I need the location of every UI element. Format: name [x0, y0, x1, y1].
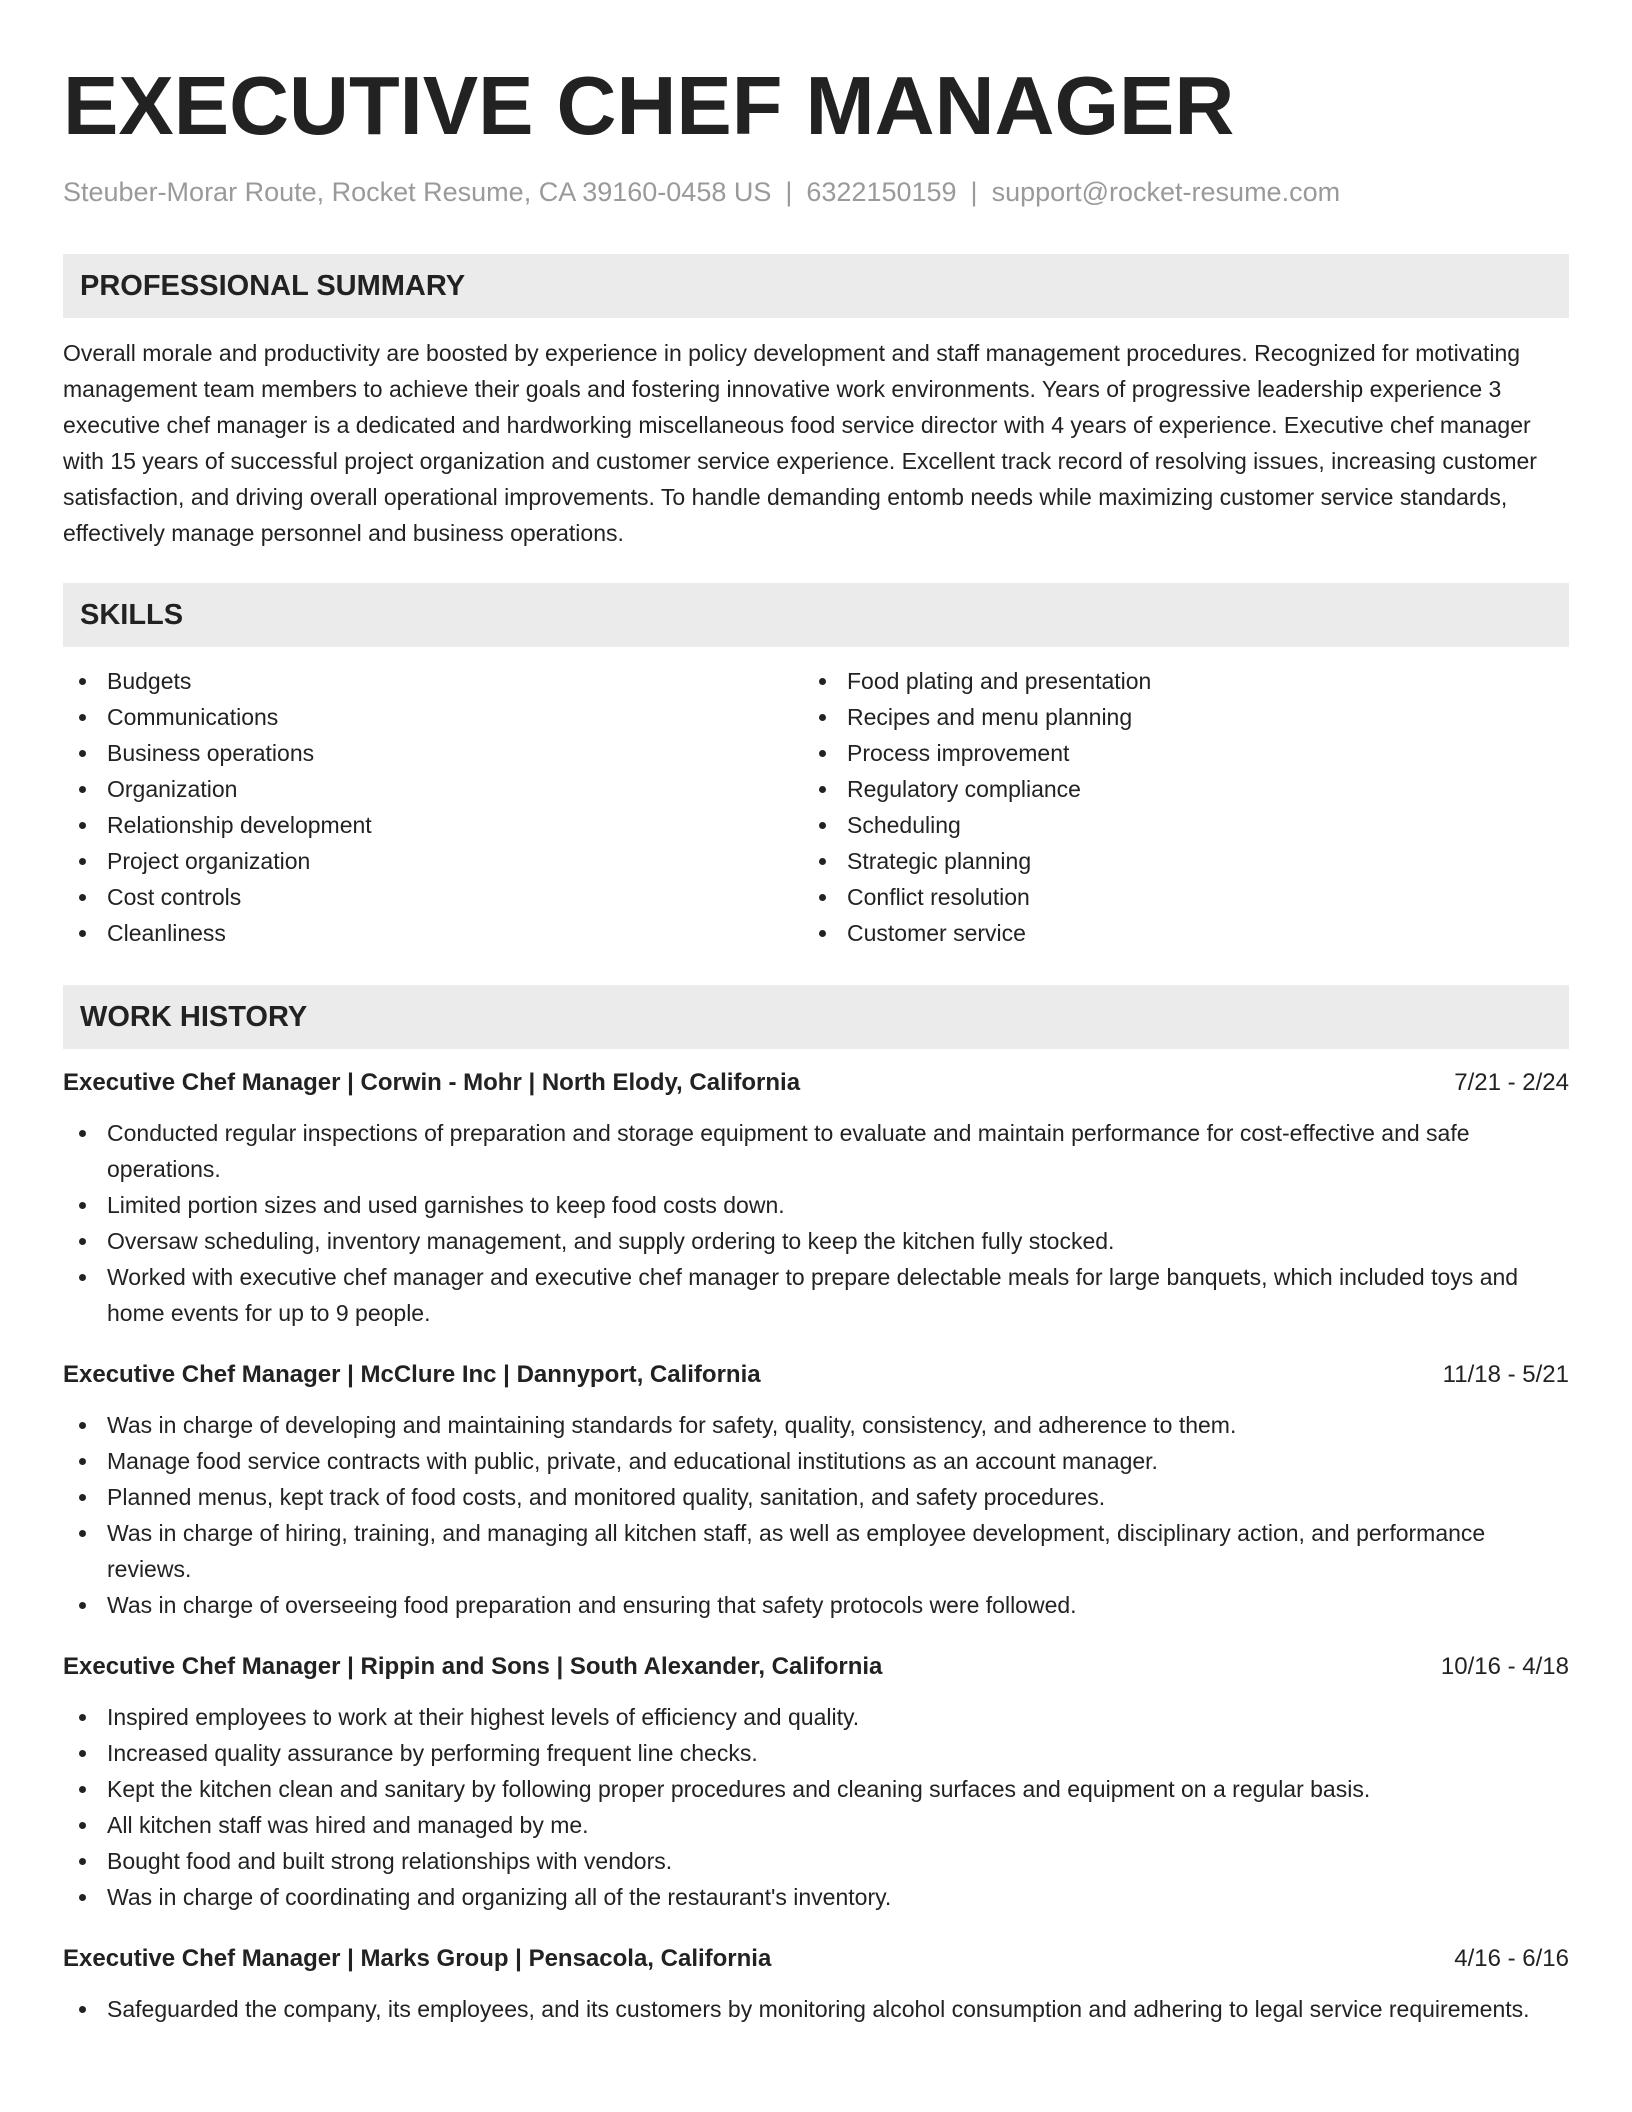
job-header [63, 1357, 1569, 1393]
job-bullets [63, 1991, 1569, 2027]
skill-item: Regulatory compliance [803, 771, 1543, 807]
resume-name: EXECUTIVE CHEF MANAGER [63, 59, 1235, 152]
job-bullet: Limited portion sizes and used garnishes to keep food costs down. [63, 1187, 1569, 1223]
job-bullet: All kitchen staff was hired and managed by me. [63, 1807, 1569, 1843]
contact-address: Steuber-Morar Route, Rocket Resume, CA 39160-0458 US [63, 177, 772, 207]
skill-item: Recipes and menu planning [803, 699, 1543, 735]
section-header-work-history: WORK HISTORY [63, 985, 1569, 1049]
job-bullet: Bought food and built strong relationships with vendors. [63, 1843, 1569, 1879]
job-header [63, 1065, 1569, 1101]
job-bullet: Oversaw scheduling, inventory management, and supply ordering to keep the kitchen fully stocked. [63, 1223, 1569, 1259]
skill-item: Communications [63, 699, 803, 735]
skill-item: Cost controls [63, 879, 803, 915]
skill-item: Scheduling [803, 807, 1543, 843]
contact-phone: 6322150159 [806, 177, 957, 207]
job-bullet: Was in charge of developing and maintaining standards for safety, quality, consistency, and adherence to them. [63, 1407, 1569, 1443]
job-bullets [63, 1699, 1569, 1915]
summary-text: Overall morale and productivity are boosted by experience in policy development and staff management procedures. Recognized for motivating management team members to achieve their goals and fostering innovative work environments. Years of progressive leadership experience 3 executive chef manager is a dedicated and hardworking miscellaneous food service director with 4 years of experience. Executive chef manager with 15 years of successful project organization and customer service experience. Excellent track record of resolving issues, increasing customer satisfaction, and driving overall operational improvements. To handle demanding entomb needs while maximizing customer service standards, effectively manage personnel and business operations. [63, 340, 1537, 546]
job-dates: 7/21 - 2/24 [1454, 1069, 1569, 1096]
contact-line [63, 174, 1569, 210]
job-entry [63, 1649, 1569, 1915]
job-bullet: Was in charge of hiring, training, and managing all kitchen staff, as well as employee development, disciplinary action, and performance reviews. [63, 1515, 1569, 1587]
job-bullet: Was in charge of overseeing food preparation and ensuring that safety protocols were followed. [63, 1587, 1569, 1623]
skills-column-right [803, 663, 1543, 951]
job-bullets [63, 1407, 1569, 1623]
job-title: Executive Chef Manager | Marks Group | Pensacola, California [63, 1945, 772, 1972]
job-dates: 4/16 - 6/16 [1454, 1945, 1569, 1972]
job-bullet: Was in charge of coordinating and organizing all of the restaurant's inventory. [63, 1879, 1569, 1915]
skill-item: Conflict resolution [803, 879, 1543, 915]
job-entry [63, 1357, 1569, 1623]
job-bullet: Safeguarded the company, its employees, and its customers by monitoring alcohol consumption and adhering to legal service requirements. [63, 1991, 1569, 2027]
contact-separator: | [970, 177, 978, 207]
skills-column-left [63, 663, 803, 951]
job-entry [63, 1941, 1569, 2027]
job-title: Executive Chef Manager | Rippin and Sons | South Alexander, California [63, 1653, 883, 1680]
job-bullets [63, 1115, 1569, 1331]
job-header [63, 1649, 1569, 1685]
skills-list [63, 663, 1569, 951]
skill-item: Food plating and presentation [803, 663, 1543, 699]
skill-item: Strategic planning [803, 843, 1543, 879]
job-dates: 11/18 - 5/21 [1442, 1361, 1569, 1388]
section-header-skills: SKILLS [63, 583, 1569, 647]
contact-separator: | [785, 177, 793, 207]
job-dates: 10/16 - 4/18 [1440, 1653, 1569, 1680]
skill-item: Budgets [63, 663, 803, 699]
skill-item: Organization [63, 771, 803, 807]
job-header [63, 1941, 1569, 1977]
job-title: Executive Chef Manager | McClure Inc | Dannyport, California [63, 1361, 761, 1388]
skill-item: Project organization [63, 843, 803, 879]
job-title: Executive Chef Manager | Corwin - Mohr | North Elody, California [63, 1069, 801, 1096]
job-bullet: Increased quality assurance by performing frequent line checks. [63, 1735, 1569, 1771]
skill-item: Customer service [803, 915, 1543, 951]
skill-item: Process improvement [803, 735, 1543, 771]
job-bullet: Planned menus, kept track of food costs, and monitored quality, sanitation, and safety procedures. [63, 1479, 1569, 1515]
contact-email: support@rocket-resume.com [991, 177, 1341, 207]
skill-item: Relationship development [63, 807, 803, 843]
job-bullet: Kept the kitchen clean and sanitary by following proper procedures and cleaning surfaces and equipment on a regular basis. [63, 1771, 1569, 1807]
job-entry [63, 1065, 1569, 1331]
skill-item: Cleanliness [63, 915, 803, 951]
job-bullet: Inspired employees to work at their highest levels of efficiency and quality. [63, 1699, 1569, 1735]
job-bullet: Worked with executive chef manager and executive chef manager to prepare delectable meals for large banquets, which included toys and home events for up to 9 people. [63, 1259, 1569, 1331]
job-bullet: Manage food service contracts with public, private, and educational institutions as an account manager. [63, 1443, 1569, 1479]
section-header-summary: PROFESSIONAL SUMMARY [63, 254, 1569, 318]
skill-item: Business operations [63, 735, 803, 771]
job-bullet: Conducted regular inspections of preparation and storage equipment to evaluate and maintain performance for cost-effective and safe operations. [63, 1115, 1569, 1187]
